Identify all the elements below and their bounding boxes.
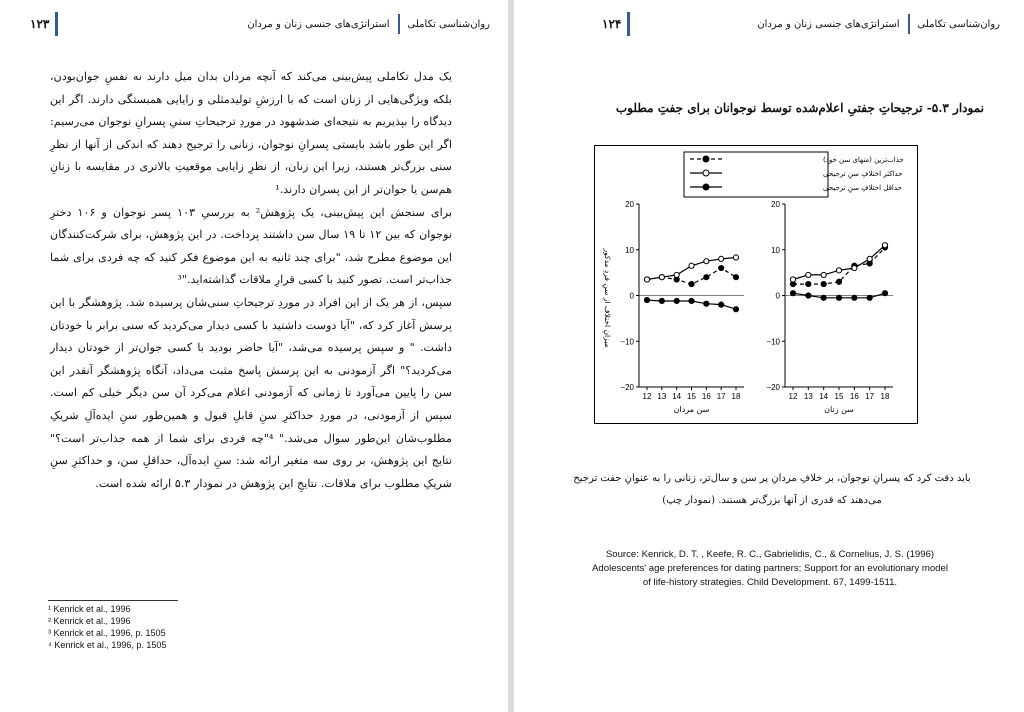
legend-marker xyxy=(703,170,709,176)
legend-marker xyxy=(703,156,709,162)
figure-source xyxy=(560,548,980,590)
left-page xyxy=(0,0,508,712)
data-point xyxy=(882,291,887,296)
footnote-rule xyxy=(48,600,178,601)
footnote: ² Kenrick et al., 1996 xyxy=(48,616,131,626)
x-axis-label: سن مردان xyxy=(673,405,710,414)
data-point xyxy=(733,307,738,312)
x-tick-label: 18 xyxy=(880,392,890,401)
data-point xyxy=(719,256,724,261)
x-axis-label: سن زنان xyxy=(824,405,854,414)
y-tick-label: 10 xyxy=(771,245,780,255)
data-point xyxy=(836,268,841,273)
y-tick-label: 10 xyxy=(625,245,634,255)
y-tick-label: 20 xyxy=(625,200,634,209)
page-number: ۱۲۴ xyxy=(602,17,622,31)
caption-line: باید دقت کرد که پسرانِ نوجوان، بر خلافِ مردانِ پر سن و سال‌تر، زنانی را به عنوانِ جفت ترجیح xyxy=(573,473,971,484)
x-tick-label: 16 xyxy=(849,392,859,401)
y-tick-label: 20 xyxy=(771,200,780,209)
x-tick-label: 14 xyxy=(819,392,829,401)
paragraph: سپس، از هر یک از این افراد در موردِ ترجیحاتِ سنی‌شان پرسیده شد. پژوهشگر با این پرسش آغاز کرد که، "آیا دوست داشتید با کسی دیدار می‌کردید که سنی برابر با خودتان داشت. " و سپس پرسیده می‌شد، "آیا حاضر بودید با کسی جوان‌تر از خودتان دیدار می‌کردید؟" اگر آزمودنی به این پرسش پاسخ مثبت می‌داد، آنگاه پژوهشگر آنقدر این سن را پایین می‌آورد تا زمانی که آزمودنی اعلام می‌کرد آن سن دیگر خیلی کم است. سپس از آزمودنی، در موردِ حداکثرِ سنِ قابلِ قبول و همین‌طور سنِ ایده‌آلِ شریکِ مطلوب‌شان این‌طور سوال می‌شد." ⁴"چه فردی برای شما از همه جذاب‌تر است؟" نتایج این پژوهش، بر روی سه متغیر ارائه شد: سنِ ایده‌آل، حداقلِ سن، و حداکثرِ سنِ شریکِ مطلوب برای ملاقات. نتایجِ این پژوهش در نمودار ۵.۳ ارائه شده است. xyxy=(50,295,452,490)
data-point xyxy=(806,293,811,298)
header-separator xyxy=(908,14,910,34)
book-title: روان‌شناسی تکاملی xyxy=(917,18,1000,30)
data-point xyxy=(644,297,649,302)
source-line: of life-history strategies. Child Development. 67, 1499-1511. xyxy=(642,577,898,588)
data-point xyxy=(674,272,679,277)
right-page-header xyxy=(602,14,1000,34)
source-line: Source: Kenrick, D. T. , Keefe, R. C., Gabrielidis, C., & Cornelius, J. S. (1996) xyxy=(605,549,935,560)
y-tick-label: −10 xyxy=(620,337,634,347)
page-number: ۱۲۳ xyxy=(30,17,50,31)
data-point xyxy=(821,281,826,286)
data-point xyxy=(867,295,872,300)
data-point xyxy=(659,275,664,280)
x-tick-label: 13 xyxy=(803,392,813,401)
x-tick-label: 15 xyxy=(834,392,844,401)
x-tick-label: 18 xyxy=(731,392,741,401)
paragraph: یک مدل تکاملی پیش‌بینی می‌کند که آنچه مردان بدان میل دارند نه نفسِ جوان‌بودن، بلکه ویژگی‌هایی از زنان است که با ارزشِ تولیدمثلی و زایایی همبستگی دارند. اگر این دیدگاه را بپذیریم به نتیجه‌ای ضدشهود در موردِ ترجیحاتِ سنیِ پسرانِ نوجوان می‌رسیم: اگر این طور باشد بایستی پسرانِ نوجوان، زنانی را ترجیح دهند که اندکی از آنها از نظرِ سنی بزرگ‌تر هستند، زیرا این زنان، از نظرِ زایایی موقعیتِ بالاتری در مقایسه با زنانِ هم‌سن یا جوان‌تر از این پسران دارند.¹ xyxy=(50,70,452,196)
data-point xyxy=(733,255,738,260)
x-tick-label: 12 xyxy=(788,392,798,401)
y-tick-label: −20 xyxy=(766,383,780,392)
source-line: Adolescents' age preferences for dating partners; Support for an evolutionary model xyxy=(592,563,948,574)
data-point xyxy=(836,279,841,284)
x-tick-label: 15 xyxy=(687,392,696,401)
paragraph: برای سنجش این پیش‌بینی، یک پژوهش² به بررسیِ ۱۰۳ پسر نوجوان و ۱۰۶ دخترِ نوجوان که بین ۱۲ تا ۱۹ سال سن داشتند پرداخت. در این پژوهش، برای شرکت‌کنندگان این موضوع مطرح شد، "برای چند ثانیه به این موضوع فکر کنید که چه فردی برای شما جذاب‌تر است. تصور کنید با کسی قرارِ ملاقات گذاشته‌اید."³ xyxy=(50,205,452,287)
y-tick-label: 0 xyxy=(775,291,780,301)
y-tick-label: 0 xyxy=(629,291,634,301)
data-point xyxy=(689,263,694,268)
data-point xyxy=(704,259,709,264)
x-tick-label: 17 xyxy=(865,392,875,401)
data-point xyxy=(719,302,724,307)
data-point xyxy=(674,298,679,303)
figure-caption xyxy=(572,468,972,512)
data-point xyxy=(659,298,664,303)
footnote: ¹ Kenrick et al., 1996 xyxy=(48,604,131,614)
data-point xyxy=(689,298,694,303)
data-point xyxy=(821,272,826,277)
y-tick-label: −10 xyxy=(766,337,780,347)
y-tick-label: −20 xyxy=(620,383,634,392)
x-tick-label: 16 xyxy=(701,392,711,401)
data-point xyxy=(704,275,709,280)
left-body-text xyxy=(50,66,452,495)
data-point xyxy=(689,281,694,286)
data-point xyxy=(790,277,795,282)
caption-line: می‌دهند که قدری از آنها بزرگ‌تر هستند. (نمودار چپ) xyxy=(662,495,882,506)
data-point xyxy=(644,277,649,282)
x-tick-label: 14 xyxy=(672,392,682,401)
header-accent-bar xyxy=(55,12,58,36)
data-point xyxy=(790,291,795,296)
footnote: ⁴ Kenrick et al., 1996, p. 1505 xyxy=(48,640,167,650)
data-point xyxy=(733,275,738,280)
data-point xyxy=(806,281,811,286)
legend-label: جذاب‌ترین (منهای سن خود) xyxy=(823,156,904,164)
data-point xyxy=(852,295,857,300)
legend-label: حداقل اختلافِ سنِ ترجیحی xyxy=(823,184,902,192)
legend-label: حداکثر اختلافِ سنِ ترجیحی xyxy=(823,170,903,178)
chapter-title: استراتژی‌های جنسی زنان و مردان xyxy=(247,18,390,30)
data-point xyxy=(719,265,724,270)
data-point xyxy=(704,301,709,306)
figure-title: نمودار ۵.۳- ترجیحاتِ جفتیِ اعلام‌شده توسط نوجوانان برای جفتِ مطلوب xyxy=(615,101,984,115)
y-axis-label: میزانِ اختلاف از سنِ فردِ مذکور xyxy=(603,248,612,348)
data-point xyxy=(836,295,841,300)
x-tick-label: 12 xyxy=(642,392,652,401)
chapter-title: استراتژی‌های جنسی زنان و مردان xyxy=(757,18,900,30)
footnotes xyxy=(48,603,166,651)
legend-marker xyxy=(703,184,709,190)
x-tick-label: 17 xyxy=(716,392,726,401)
data-point xyxy=(821,295,826,300)
header-separator xyxy=(398,14,400,34)
left-page-header xyxy=(30,14,490,34)
data-point xyxy=(852,265,857,270)
data-point xyxy=(867,256,872,261)
x-tick-label: 13 xyxy=(657,392,667,401)
footnote: ³ Kenrick et al., 1996, p. 1505 xyxy=(48,628,166,638)
header-accent-bar xyxy=(627,12,630,36)
data-point xyxy=(806,272,811,277)
figure-frame xyxy=(594,145,918,424)
data-point xyxy=(882,243,887,248)
chart xyxy=(595,146,917,423)
book-title: روان‌شناسی تکاملی xyxy=(407,18,490,30)
